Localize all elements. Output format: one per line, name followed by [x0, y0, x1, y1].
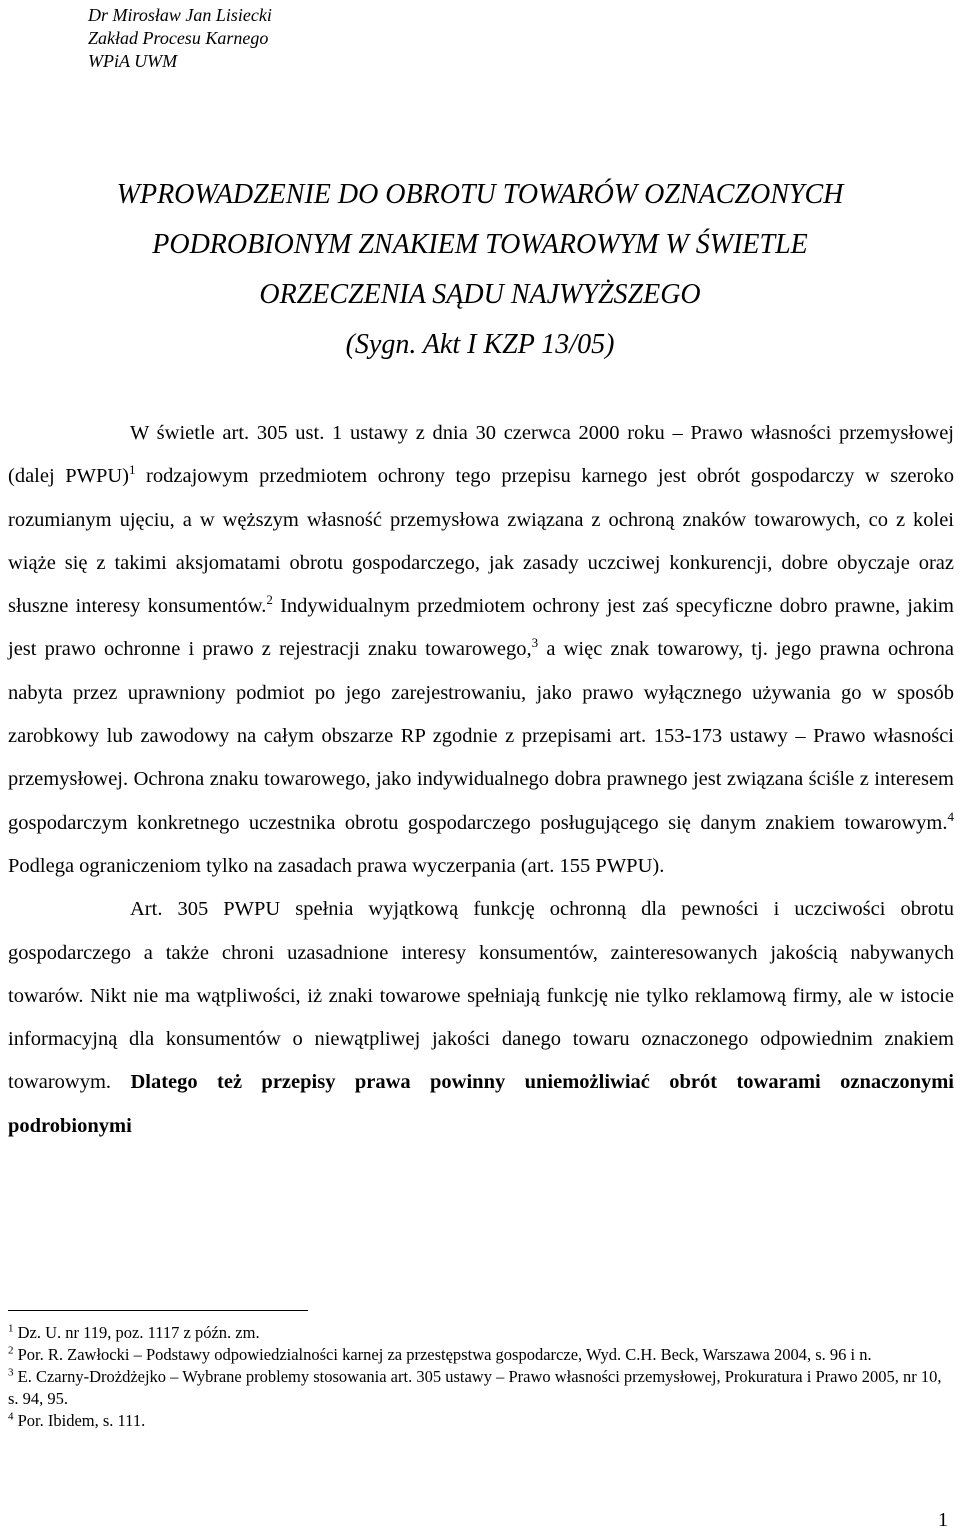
paragraph-2-bold-text: Dlatego też przepisy prawa powinny uniemożliwiać obrót towarami oznaczonymi podrobionymi	[8, 1071, 954, 1137]
footnote-4	[8, 1410, 954, 1432]
footnote-1-number: 1	[8, 1322, 14, 1335]
footnote-ref-3: 3	[531, 635, 539, 651]
footnotes	[8, 1322, 954, 1432]
title-line-1: WPROWADZENIE DO OBROTU TOWARÓW OZNACZONYCH	[116, 179, 844, 210]
footnote-ref-2: 2	[266, 592, 273, 608]
paragraph-2-text: Art. 305 PWPU spełnia wyjątkową funkcję ochronną dla pewności i uczciwości obrotu gospodarczego a także chroni uzasadnione interesy konsumentów, zainteresowanych jakością nabywanych towarów. Nikt nie ma wątpliwości, iż znaki towarowe spełniają funkcję nie tylko reklamową firmy, ale w istocie informacyjną dla konsumentów o niewątpliwej jakości danego towaru oznaczonego odpowiednim znakiem towarowym.	[8, 898, 954, 1094]
title-line-3: ORZECZENIA SĄDU NAJWYŻSZEGO	[259, 279, 701, 310]
title-signature: (Sygn. Akt I KZP 13/05)	[345, 329, 615, 360]
author-name: Dr Mirosław Jan Lisiecki	[88, 5, 272, 25]
footnote-1-text: Dz. U. nr 119, poz. 1117 z późn. zm.	[13, 1323, 260, 1342]
author-department: Zakład Procesu Karnego	[88, 28, 269, 48]
footnote-4-text: Por. Ibidem, s. 111.	[13, 1411, 146, 1430]
document-body	[8, 412, 954, 1148]
footnote-separator	[8, 1310, 308, 1311]
title-line-2: PODROBIONYM ZNAKIEM TOWAROWYM W ŚWIETLE	[152, 229, 808, 260]
document-title	[0, 170, 960, 370]
footnote-3	[8, 1366, 954, 1410]
footnote-2-number: 2	[8, 1344, 14, 1357]
footnote-ref-1: 1	[129, 462, 136, 478]
footnote-3-text: E. Czarny-Drożdżejko – Wybrane problemy stosowania art. 305 ustawy – Prawo własności przemysłowej, Prokuratura i Prawo 2005, nr 10, s. 94, 95.	[8, 1367, 942, 1408]
paragraph-1-text-c: Indywidualnym przedmiotem ochrony jest zaś specyficzne dobro prawne, jakim jest prawo ochronne i prawo z rejestracji znaku towarowego,	[8, 595, 954, 661]
paragraph-2	[8, 888, 954, 1148]
author-block	[88, 4, 272, 73]
footnote-1	[8, 1322, 954, 1344]
page-number: 1	[938, 1509, 948, 1531]
footnote-2-text: Por. R. Zawłocki – Podstawy odpowiedzialności karnej za przestępstwa gospodarcze, Wyd. C.H. Beck, Warszawa 2004, s. 96 i n.	[13, 1345, 872, 1364]
author-faculty: WPiA UWM	[88, 51, 178, 71]
paragraph-1-text-b: rodzajowym przedmiotem ochrony tego przepisu karnego jest obrót gospodarczy w szeroko rozumianym ujęciu, a w węższym własność przemysłowa związana z ochroną znaków towarowych, co z kolei wiąże się z takimi aksjomatami obrotu gospodarczego, jak zasady uczciwej konkurencji, dobre obyczaje oraz słuszne interesy konsumentów.	[8, 465, 954, 618]
footnote-3-number: 3	[8, 1366, 14, 1379]
paragraph-1	[8, 412, 954, 888]
footnote-ref-4: 4	[947, 808, 954, 824]
paragraph-1-text-d: a więc znak towarowy, tj. jego prawna ochrona nabyta przez uprawniony podmiot po jego zarejestrowaniu, jako prawo wyłącznego używania go w sposób zarobkowy lub zawodowy na całym obszarze RP zgodnie z przepisami art. 153-173 ustawy – Prawo własności przemysłowej. Ochrona znaku towarowego, jako indywidualnego dobra prawnego jest związana ściśle z interesem gospodarczym konkretnego uczestnika obrotu gospodarczego posługującego się danym znakiem towarowym.	[8, 638, 954, 834]
paragraph-1-text-e: Podlega ograniczeniom tylko na zasadach prawa wyczerpania (art. 155 PWPU).	[8, 854, 665, 877]
paragraph-1-text-a: W świetle art. 305 ust. 1 ustawy z dnia 30 czerwca 2000 roku – Prawo własności przemysłowej (dalej PWPU)	[8, 422, 954, 488]
footnote-2	[8, 1344, 954, 1366]
footnote-4-number: 4	[8, 1410, 14, 1423]
